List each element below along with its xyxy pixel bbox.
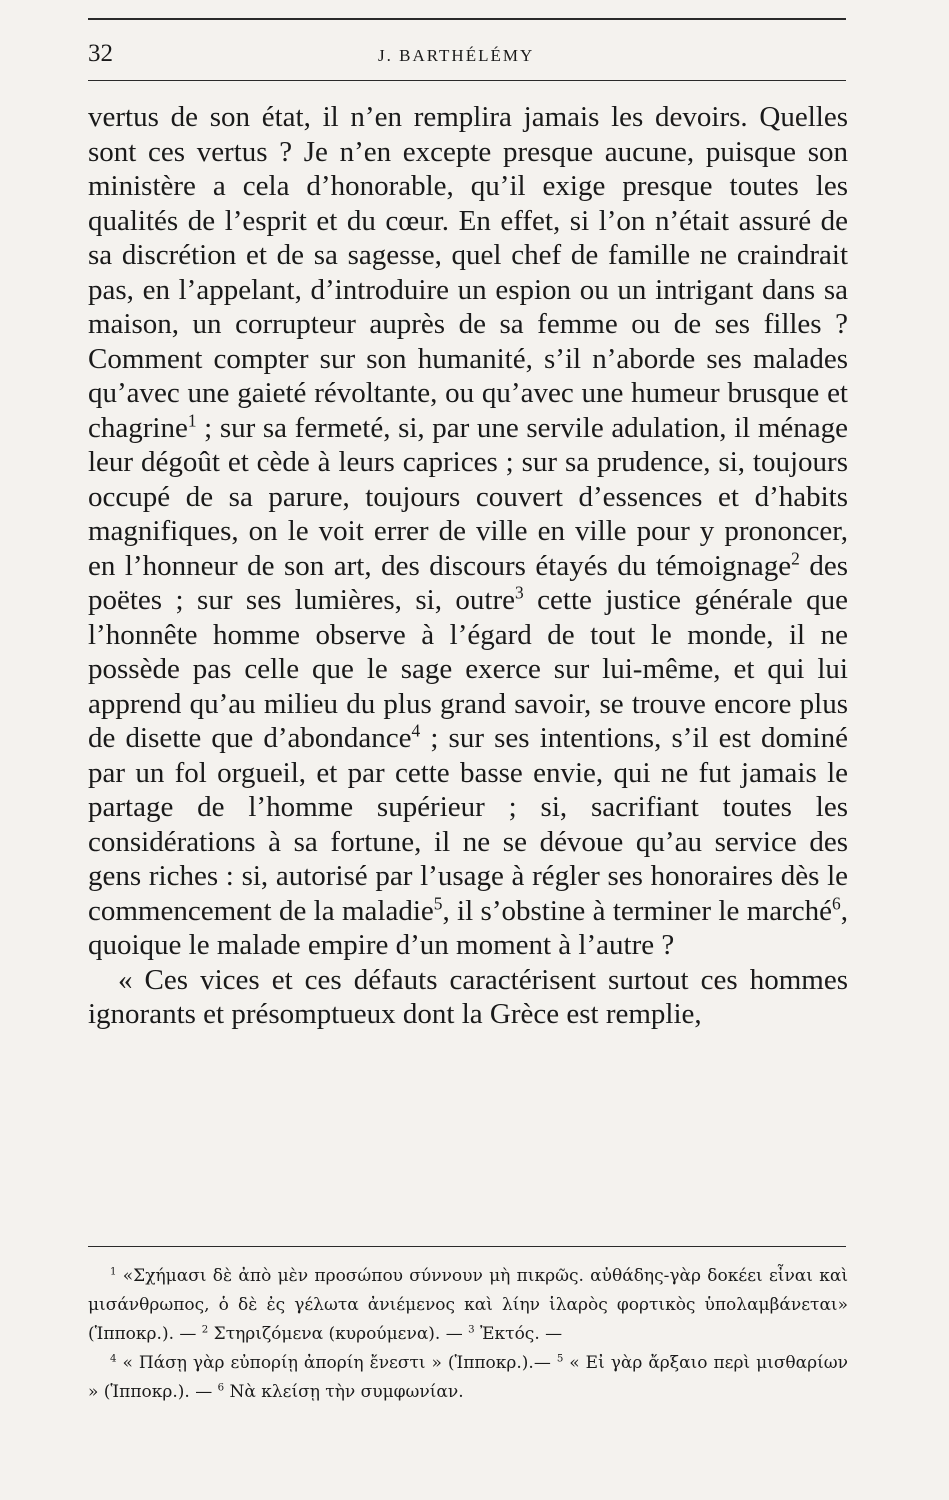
header-rule [88, 80, 846, 81]
footnote-ref-3: 3 [515, 582, 524, 603]
footnote-text-1: «Σχήμασι δὲ ἀπὸ μὲν προσώπου σύννουν μὴ πικρῶς. αὐθάδης-γὰρ δοκέει εἶναι καὶ μισάνθρωπος, ὁ δὲ ἐς γέλωτα ἀνιέμενος καὶ λίην ἱλαρὸς φορτικὸς ὑπολαμβάνεται» (Ἱπποκρ.). — [88, 1266, 848, 1344]
footnote-block-1 [88, 1262, 848, 1349]
footnote-ref-2: 2 [791, 547, 800, 568]
running-title: J. BARTHÉLÉMY [378, 46, 535, 65]
page-header [88, 40, 846, 76]
footnote-rule [88, 1246, 846, 1247]
text-run: des poëtes ; sur ses lumières, si, outre [88, 549, 848, 616]
paragraph-2: « Ces vices et ces défauts caractérisent surtout ces hommes ignorants et présomptueux dont la Grèce est remplie, [88, 963, 848, 1030]
text-run: cette justice générale que l’honnête homme observe à l’égard de tout le monde, il ne possède pas celle que le sage exerce sur lui-même, et qui lui apprend qu’au milieu du plus grand savoir, se trouve encore plus de disette que d’abondance [88, 584, 848, 754]
footnote-text-5: « Εἰ γὰρ ἄρξαιο περὶ μισθαρίων » (Ἱπποκρ.). — [88, 1353, 849, 1402]
footnote-number-1: 1 [110, 1266, 117, 1278]
footnote-text-4: « Πάσῃ γὰρ εὐπορίῃ ἀπορίη ἔνεστι » (Ἱπποκρ.).— [116, 1353, 557, 1373]
footnote-ref-1: 1 [187, 409, 197, 430]
footnote-ref-4: 4 [411, 720, 421, 741]
footnote-text-2: Στηριζόμενα (κυρούμενα). — [208, 1324, 469, 1344]
footnote-number-2: 2 [201, 1324, 209, 1336]
footnote-number-6: 6 [217, 1382, 225, 1394]
page-number: 32 [88, 40, 113, 67]
footnote-text-3: Ἐκτός. — [474, 1324, 563, 1344]
text-run: vertus de son état, il n’en remplira jamais les devoirs. Quelles sont ces vertus ? Je n’en excepte presque aucune, puisque son ministère a cela d’honorable, qu’il exige presque toutes les qualités de l’esprit et du cœur. En effet, si l’on n’était assuré de sa discrétion et de sa sagesse, quel chef de famille ne craindrait pas, en l’appelant, d’introduire un espion ou un intrigant dans sa maison, un corrupteur auprès de sa femme ou de ses filles ? Comment compter sur son humanité, s’il n’aborde ses malades qu’avec une gaieté révoltante, ou qu’avec une humeur brusque et chagrine [88, 101, 848, 444]
text-run: ; sur ses intentions, s’il est dominé par un fol orgueil, et par cette basse envie, qui ne fut jamais le partage de l’homme supérieur ; si, sacrifiant toutes les considérations à sa fortune, il ne se dévoue qu’au service des gens riches : si, autorisé par l’usage à régler ses honoraires dès le commencement de la maladie [88, 722, 848, 927]
footnote-ref-5: 5 [433, 892, 443, 913]
footnote-number-5: 5 [556, 1353, 564, 1365]
footnote-ref-6: 6 [832, 892, 841, 913]
paragraph-1 [88, 100, 848, 963]
footnote-text-6: Νὰ κλείσῃ τὴν συμφωνίαν. [224, 1382, 464, 1402]
text-run: ; sur sa fermeté, si, par une servile adulation, il ménage leur dégoût et cède à leurs caprices ; sur sa prudence, si, toujours occupé de sa parure, toujours couvert d’essences et d’habits magnifiques, on le voit errer de ville en ville pour y prononcer, en l’honneur de son art, des discours étayés du témoignage [88, 411, 848, 582]
text-run: , il s’obstine à terminer le marché [442, 894, 833, 927]
footnote-number-3: 3 [468, 1324, 475, 1336]
footnotes [88, 1262, 848, 1407]
text-run: , quoique le malade empire d’un moment à l’autre ? [88, 894, 848, 961]
top-rule [88, 18, 846, 20]
footnote-number-4: 4 [110, 1353, 117, 1365]
footnote-block-2 [88, 1349, 848, 1407]
main-text [88, 100, 848, 1032]
